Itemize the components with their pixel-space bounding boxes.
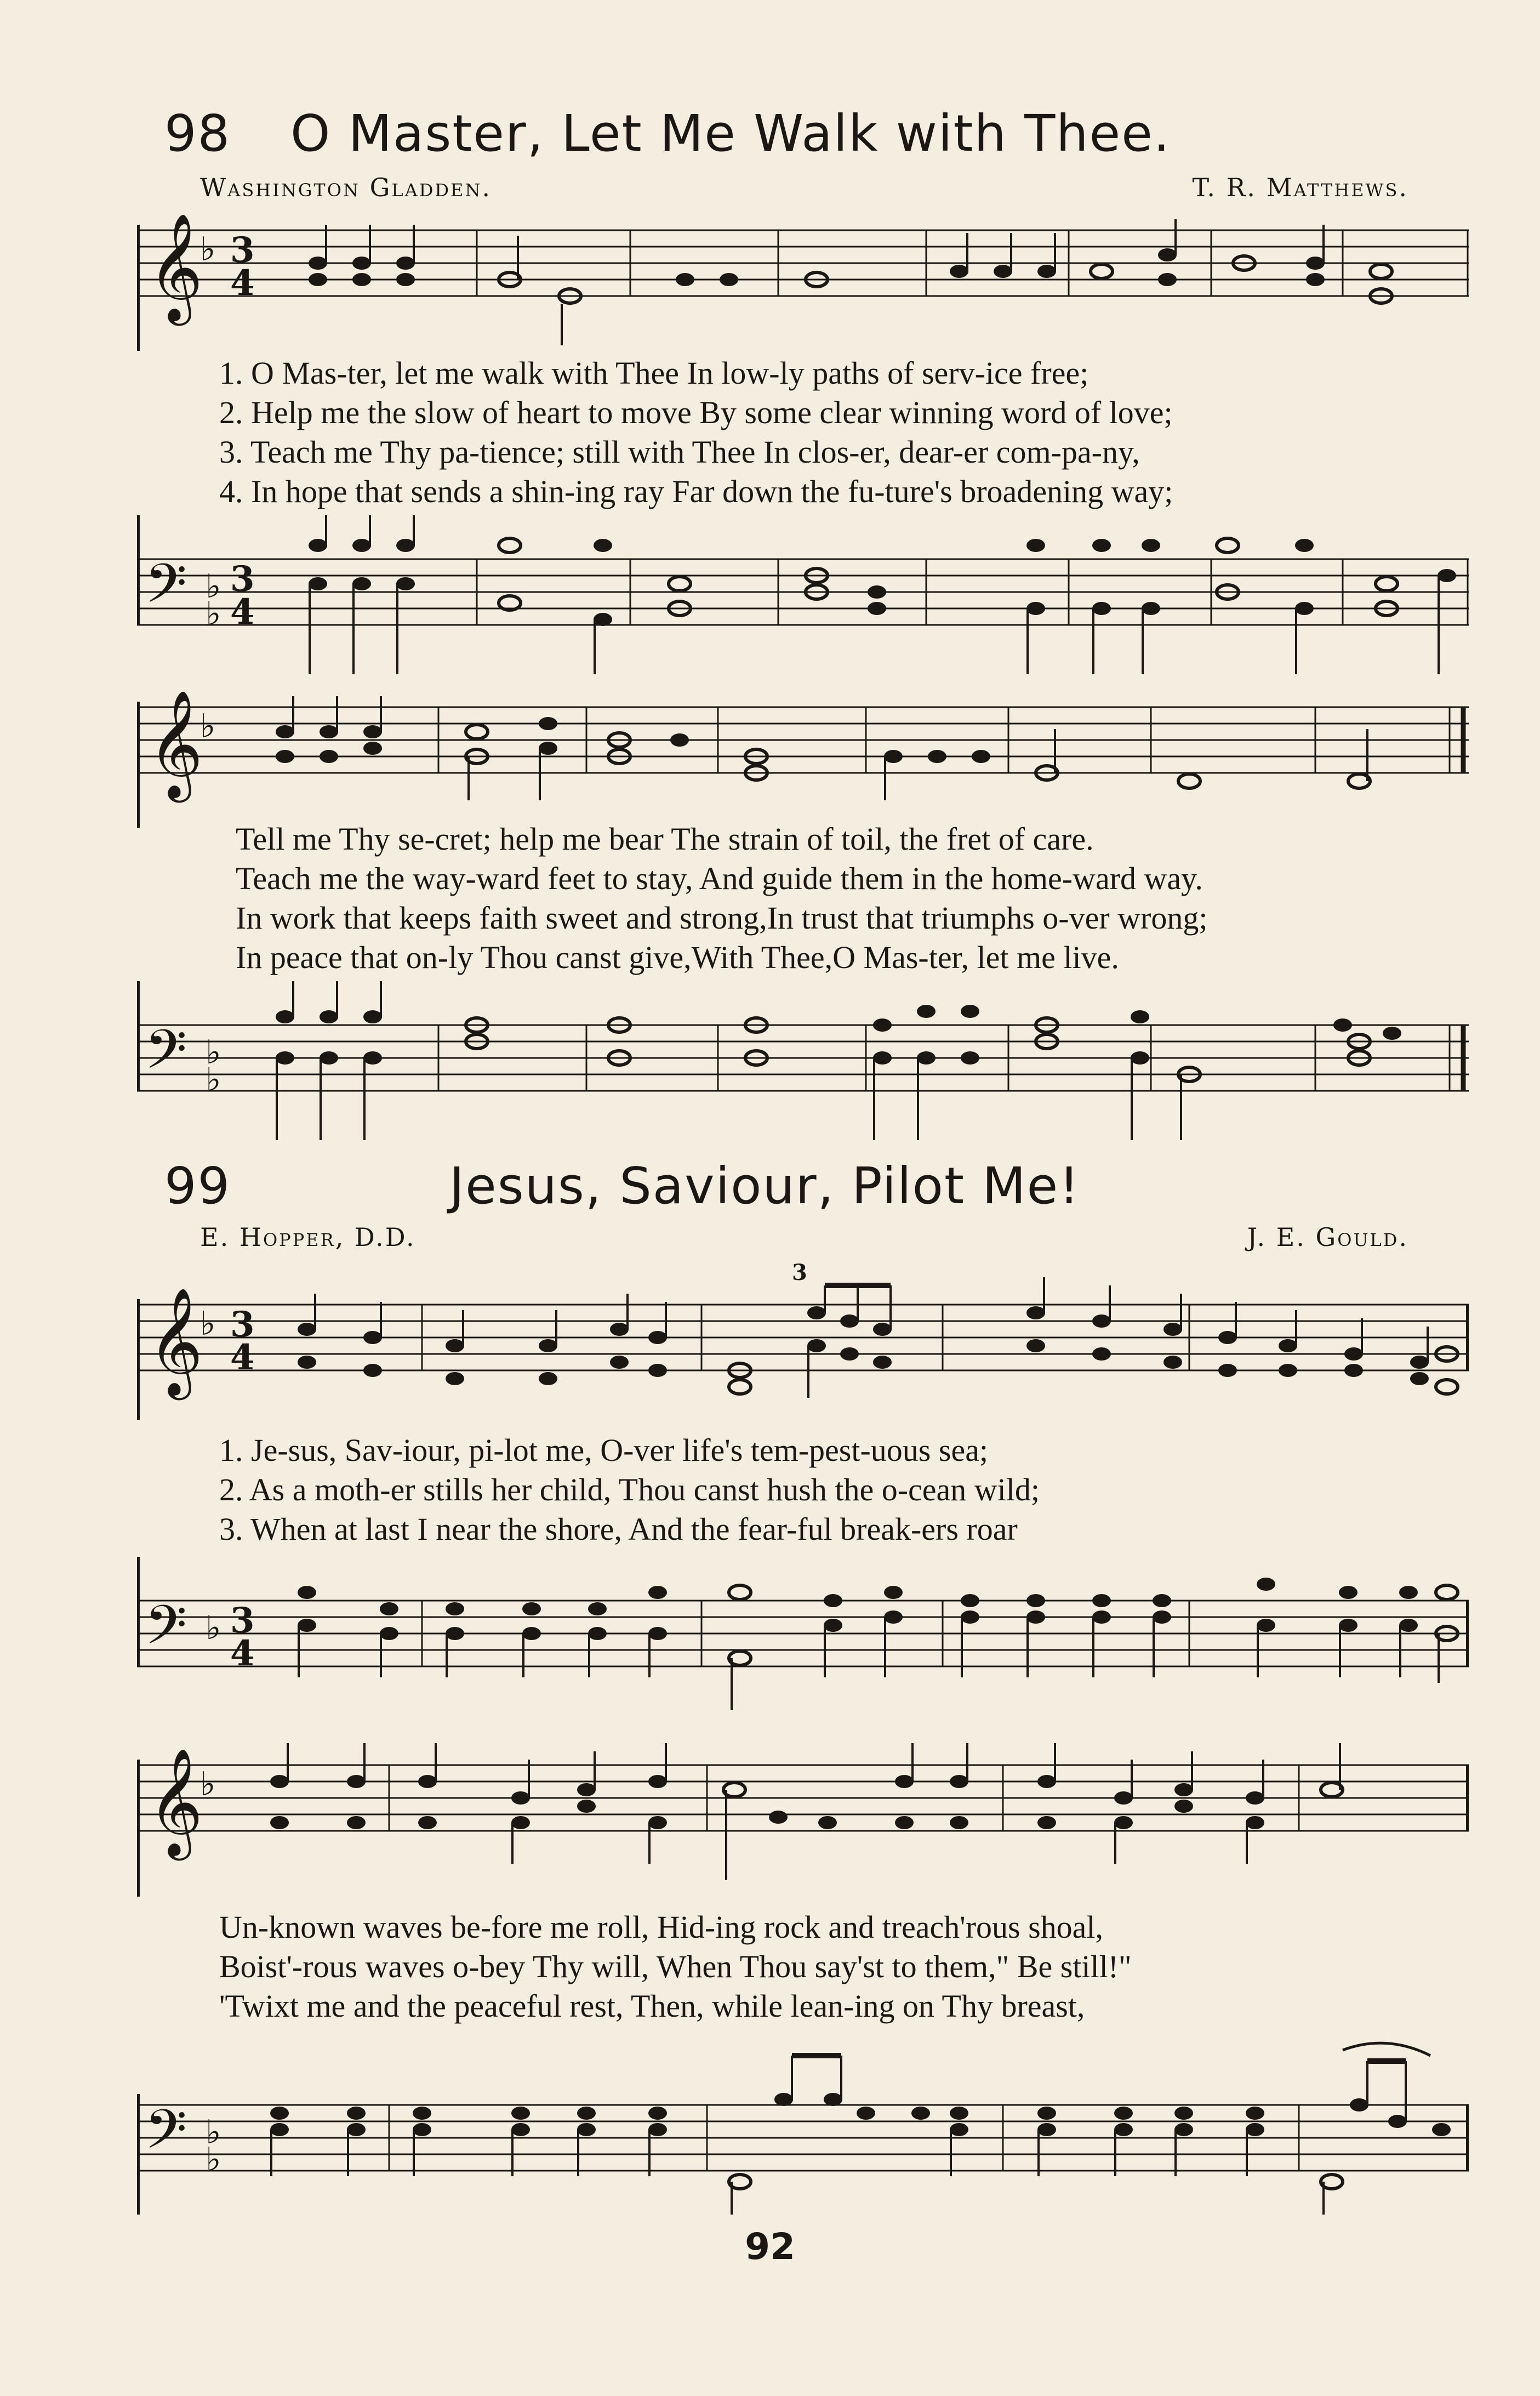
triplet-mark: 3 [792, 1260, 807, 1285]
lyric-line: Tell me Thy se-cret; help me bear The strain of toil, the fret of care. [236, 821, 1094, 857]
hymn-98-bass-staff-1 [137, 515, 1469, 680]
svg-text:♭: ♭ [206, 2113, 221, 2152]
hymn-99-bass-staff-2 [137, 2028, 1469, 2215]
hymn-99-treble-staff-1 [137, 1255, 1469, 1420]
hymn-99-title [164, 1157, 1425, 1215]
svg-text:♭: ♭ [200, 1765, 216, 1803]
lyric-line: 'Twixt me and the peaceful rest, Then, while lean-ing on Thy breast, [219, 1988, 1085, 2024]
lyric-line: Teach me the way-ward feet to stay, And guide them in the home-ward way. [236, 861, 1203, 896]
hymn-99-lyrics-part1 [219, 1431, 1452, 1549]
lyric-line: In work that keeps faith sweet and strong,In trust that triumphs o-ver wrong; [236, 900, 1208, 936]
svg-text:4: 4 [230, 1633, 255, 1674]
svg-text:𝄢: 𝄢 [145, 553, 187, 629]
hymn-98-lyrics-part1 [219, 354, 1452, 511]
svg-text:♭: ♭ [200, 1305, 216, 1343]
svg-text:𝄢: 𝄢 [145, 1018, 187, 1095]
svg-text:4: 4 [230, 263, 255, 304]
svg-text:♭: ♭ [206, 595, 221, 633]
lyric-line: In peace that on-ly Thou canst give,With Thee,O Mas-ter, let me live. [236, 940, 1119, 975]
svg-text:𝄞: 𝄞 [148, 1748, 203, 1856]
svg-text:𝄢: 𝄢 [145, 1594, 187, 1670]
svg-text:♭: ♭ [206, 1609, 221, 1647]
lyric-line: 3. Teach me Thy pa-tience; still with Thee In clos-er, dear-er com-pa-ny, [219, 434, 1140, 470]
hymn-99-music-credit: J. E. Gould. [1247, 1222, 1408, 1252]
svg-text:4: 4 [230, 591, 255, 633]
svg-text:𝄞: 𝄞 [148, 213, 203, 321]
hymn-98-treble-staff-1 [137, 208, 1469, 351]
hymn-98-music-credit: T. R. Matthews. [1192, 173, 1408, 202]
svg-text:♭: ♭ [200, 230, 216, 269]
hymn-98-title [164, 104, 1425, 163]
svg-text:♭: ♭ [206, 567, 221, 606]
hymn-98-bass-staff-2 [137, 981, 1469, 1146]
lyric-line: Un-known waves be-fore me roll, Hid-ing rock and treach'rous shoal, [219, 1909, 1104, 1945]
lyric-line: Boist'-rous waves o-bey Thy will, When Thou say'st to them," Be still!" [219, 1949, 1132, 1984]
hymn-99-lyrics-part2 [219, 1908, 1452, 2026]
svg-text:𝄞: 𝄞 [148, 690, 203, 798]
lyric-line: 1. Je-sus, Sav-iour, pi-lot me, O-ver life's tem-pest-uous sea; [219, 1432, 989, 1468]
svg-text:♭: ♭ [200, 707, 216, 745]
svg-text:♭: ♭ [206, 1033, 221, 1072]
lyric-line: 2. Help me the slow of heart to move By some clear winning word of love; [219, 395, 1173, 430]
hymn-99-title-text: Jesus, Saviour, Pilot Me! [449, 1157, 1081, 1215]
svg-text:3: 3 [230, 1600, 255, 1641]
svg-text:3: 3 [230, 559, 255, 600]
svg-text:𝄢: 𝄢 [145, 2098, 187, 2175]
svg-text:♭: ♭ [206, 2141, 221, 2179]
svg-text:𝄞: 𝄞 [148, 1287, 203, 1396]
hymn-99-treble-staff-2 [137, 1721, 1469, 1897]
hymn-98-title-text: O Master, Let Me Walk with Thee. [290, 104, 1171, 163]
hymn-98-treble-staff-2 [137, 685, 1469, 828]
hymn-99-bass-staff-1 [137, 1557, 1469, 1716]
lyric-line: 4. In hope that sends a shin-ing ray Far down the fu-ture's broadening way; [219, 474, 1173, 509]
hymn-98-lyrics-part2 [236, 819, 1469, 977]
svg-text:4: 4 [230, 1337, 255, 1378]
svg-text:♭: ♭ [206, 1061, 221, 1099]
lyric-line: 2. As a moth-er stills her child, Thou canst hush the o-cean wild; [219, 1472, 1040, 1507]
lyric-line: 3. When at last I near the shore, And the fear-ful break-ers roar [219, 1511, 1018, 1547]
page-number: 92 [745, 2226, 795, 2268]
hymn-98-number: 98 [164, 104, 231, 163]
svg-text:3: 3 [230, 1304, 255, 1345]
svg-text:3: 3 [230, 230, 255, 271]
hymn-99-number: 99 [164, 1157, 231, 1215]
hymn-98-words-credit: Washington Gladden. [200, 173, 492, 202]
lyric-line: 1. O Mas-ter, let me walk with Thee In low-ly paths of serv-ice free; [219, 355, 1089, 391]
hymn-99-words-credit: E. Hopper, D.D. [200, 1222, 416, 1252]
